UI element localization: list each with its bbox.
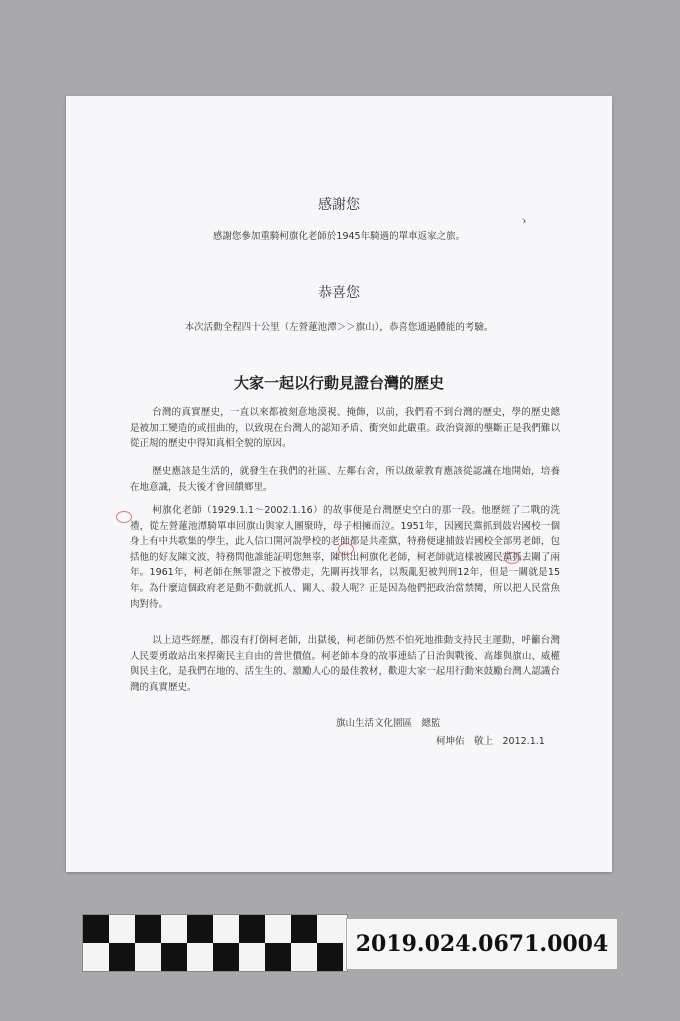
scale-cell bbox=[291, 915, 317, 943]
scale-checker bbox=[83, 915, 347, 971]
document-sheet bbox=[66, 96, 612, 872]
red-pencil-mark bbox=[338, 543, 354, 555]
paragraph-text: 柯旗化老師（1929.1.1～2002.1.16）的故事便是台灣歷史空白的那一段。他歷經了二戰的洗禮，從左營蓮池潭騎單車回旗山與家人團聚時，母子相擁而泣。1951年，因國民黨抓到鼓岩國校一個身上有中共歌集的學生，此人信口開河說學校的老師都是共產黨，特務便逮捕鼓岩國校全部男老師，包括他的好友陳文波，特務問他誰能証明您無辜，陳供出柯旗化老師，柯老師就這樣被國民黨抓去關了兩年。1961年，柯老師在無罪證之下被帶走，先關再找罪名，以叛亂犯被判刑12年，但是一關就是15年。為什麼這個政府老是動不動就抓人、關人、殺人呢？正是因為他們把政治當禁臠，所以把人民當魚肉對待。 bbox=[130, 505, 560, 610]
signature-name: 柯坤佑 敬上 2012.1.1 bbox=[436, 736, 545, 747]
scale-cell bbox=[187, 915, 213, 943]
scale-cell bbox=[109, 943, 135, 971]
congrats-line: 本次活動全程四十公里（左營蓮池潭＞＞旗山），恭喜您通過體能的考驗。 bbox=[184, 322, 494, 333]
paragraph-text: 歷史應該是生活的，就發生在我們的社區、左鄰右舍，所以啟蒙教育應該從認識在地開始，培養在地意識，長大後才會回饋鄉里。 bbox=[130, 466, 560, 493]
color-scale-bar bbox=[82, 914, 348, 972]
signature-org: 旗山生活文化園區 總監 bbox=[336, 718, 441, 729]
scale-cell bbox=[213, 943, 239, 971]
scale-cell bbox=[83, 915, 109, 943]
catalog-label bbox=[346, 918, 618, 970]
paragraph-1 bbox=[130, 405, 560, 452]
red-pencil-mark bbox=[116, 511, 132, 523]
catalog-number: 2019.024.0671.0004 bbox=[355, 931, 609, 957]
congrats-title: 恭喜您 bbox=[318, 285, 360, 301]
paragraph-text: 以上這些經歷，都沒有打倒柯老師，出獄後，柯老師仍然不怕死地推動支持民主運動，呼籲台灣人民要勇敢站出來捍衛民主自由的普世價值。柯老師本身的故事連結了日治與戰後、高雄與旗山、威權與民主化，是我們在地的、活生生的、激勵人心的最佳教材，歡迎大家一起用行動來鼓勵台灣人認識台灣的真實歷史。 bbox=[130, 635, 560, 693]
paragraph-4 bbox=[130, 633, 560, 695]
scale-cell bbox=[135, 915, 161, 943]
scale-cell bbox=[239, 915, 265, 943]
red-pencil-mark bbox=[504, 552, 520, 564]
scale-cell bbox=[161, 943, 187, 971]
ink-mark: ゝ bbox=[518, 214, 529, 227]
scale-cell bbox=[317, 943, 343, 971]
thanks-title: 感謝您 bbox=[318, 197, 360, 213]
paragraph-2 bbox=[130, 464, 560, 495]
main-heading: 大家一起以行動見證台灣的歷史 bbox=[233, 374, 444, 392]
paragraph-3 bbox=[130, 503, 560, 612]
paragraph-text: 台灣的真實歷史，一直以來都被刻意地漠視、掩飾，以前，我們看不到台灣的歷史，學的歷史總是被加工變造的或扭曲的，以致現在台灣人的認知矛盾、衝突如此嚴重。政治資源的壟斷正是我們難以從正規的歷史中得知真相全貌的原因。 bbox=[130, 407, 560, 450]
scale-cell bbox=[265, 943, 291, 971]
thanks-line: 感謝您參加重騎柯旗化老師於1945年騎過的單車返家之旅。 bbox=[212, 231, 466, 242]
